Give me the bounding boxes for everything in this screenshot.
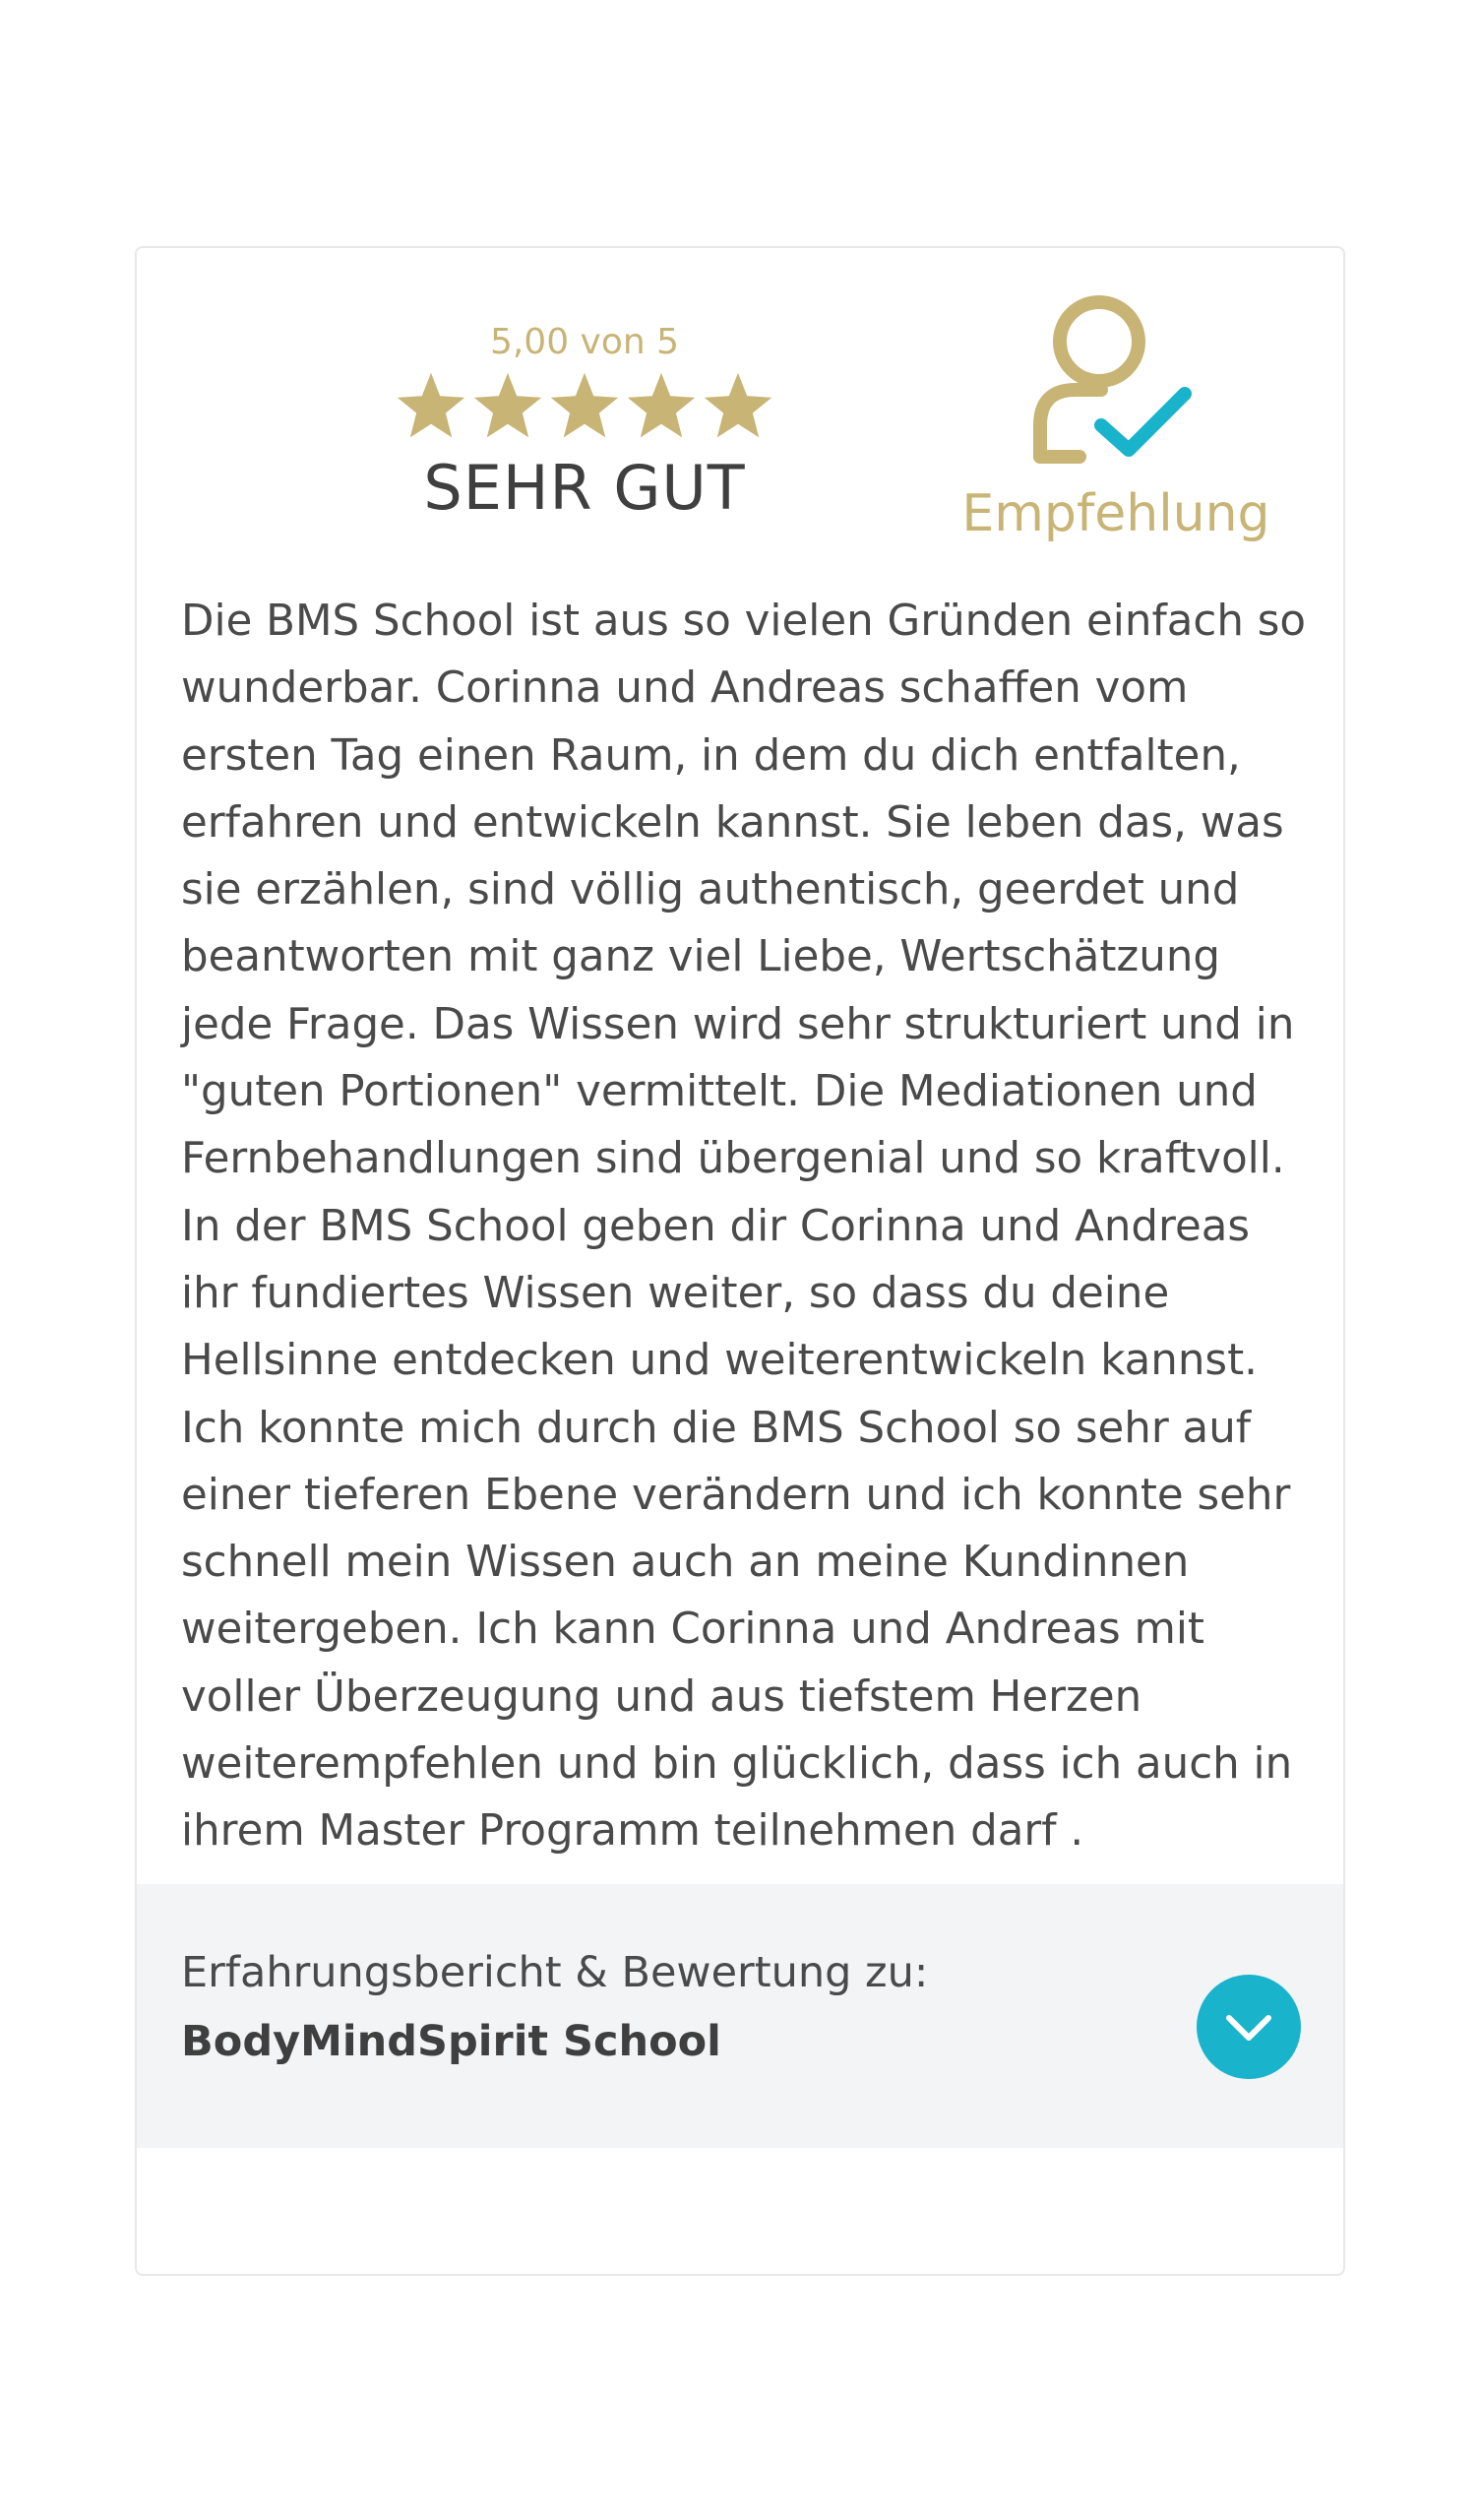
star-rating bbox=[255, 369, 914, 448]
recommendation-badge bbox=[924, 287, 1308, 553]
expand-button[interactable] bbox=[1197, 1975, 1301, 2079]
star-icon bbox=[624, 369, 699, 444]
rating-summary bbox=[255, 322, 914, 529]
person-check-icon bbox=[1032, 287, 1195, 465]
rating-label: SEHR GUT bbox=[423, 452, 746, 524]
star-icon bbox=[701, 369, 775, 444]
star-icon bbox=[470, 369, 545, 444]
rating-value: 5,00 von 5 bbox=[489, 322, 680, 362]
footer-caption: Erfahrungsbericht & Bewertung zu: bbox=[181, 1948, 929, 1997]
review-footer bbox=[137, 1884, 1345, 2148]
review-card bbox=[135, 246, 1345, 2276]
star-icon bbox=[547, 369, 622, 444]
recommendation-label: Empfehlung bbox=[961, 484, 1270, 543]
school-name: BodyMindSpirit School bbox=[181, 2017, 721, 2066]
review-text: Die BMS School ist aus so vielen Gründen einfach so wunderbar. Corinna und Andreas schaffen vom ersten Tag einen Raum, in dem du dich entfalten, erfahren und entwickeln kannst. Sie leben das, was sie erzählen, sind völlig authentisch, geerdet und beantworten mit ganz viel Liebe, Wertschätzung jede Frage. Das Wissen wird sehr strukturiert und in "guten Portionen" vermittelt. Die Mediationen und Fernbehandlungen sind übergenial und so kraftvoll. In der BMS School geben dir Corinna und Andreas ihr fundiertes Wissen weiter, so dass du deine Hellsinne entdecken und weiterentwickeln kannst. Ich konnte mich durch die BMS School so sehr auf einer tieferen Ebene verändern und ich konnte sehr schnell mein Wissen auch an meine Kundinnen weitergeben. Ich kann Corinna und Andreas mit voller Überzeugung und aus tiefstem Herzen weiterempfehlen und bin glücklich, dass ich auch in ihrem Master Programm teilnehmen darf . bbox=[181, 597, 1307, 1857]
chevron-down-icon bbox=[1197, 1975, 1301, 2079]
star-icon bbox=[394, 369, 468, 444]
